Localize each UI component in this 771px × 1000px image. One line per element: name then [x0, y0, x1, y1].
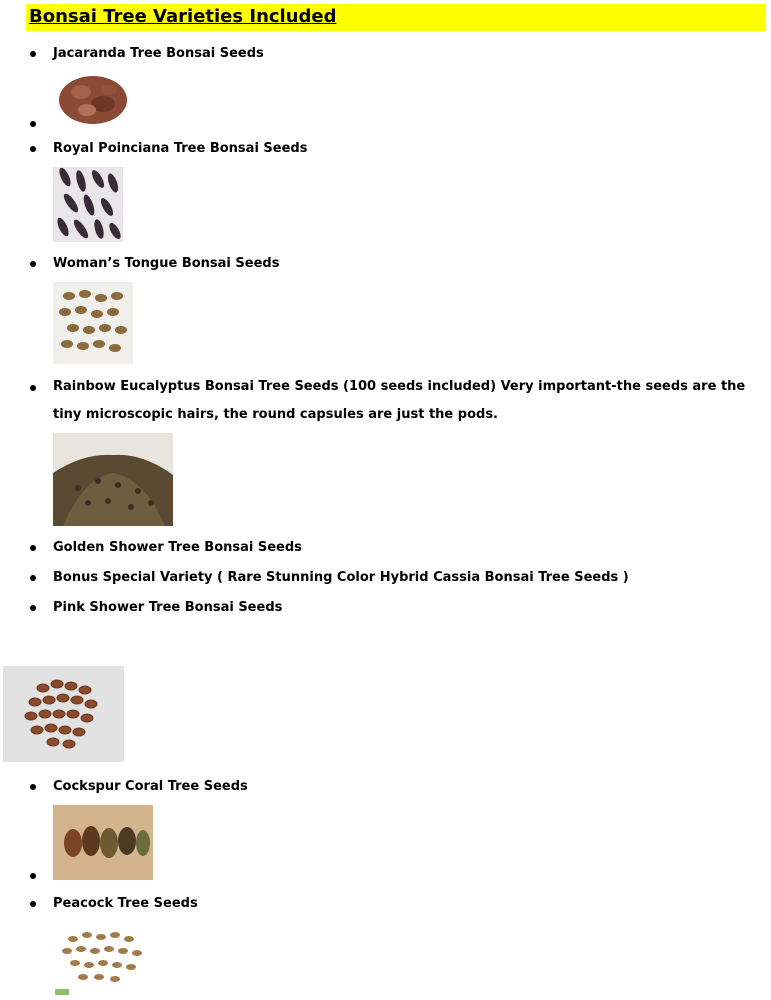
- bullet: [30, 261, 36, 267]
- cockspur-coral-seeds-image: [53, 805, 153, 880]
- royal-poinciana-seeds-image: [53, 167, 123, 242]
- bullet: [30, 51, 36, 57]
- list-item-label: Golden Shower Tree Bonsai Seeds: [53, 540, 302, 555]
- pink-shower-seeds-image: [3, 666, 124, 762]
- bullet: [30, 901, 36, 907]
- bullet: [30, 146, 36, 152]
- womans-tongue-seeds-image: [53, 282, 133, 364]
- list-item-label: Rainbow Eucalyptus Bonsai Tree Seeds (100 seeds included) Very important-the seeds are the tiny microscopic hairs, the round capsules are just the pods.: [53, 379, 746, 422]
- bullet: [30, 121, 36, 127]
- bullet: [30, 575, 36, 581]
- list-item-label: Royal Poinciana Tree Bonsai Seeds: [53, 141, 308, 156]
- jacaranda-seeds-image: [57, 72, 129, 128]
- list-item-label: Peacock Tree Seeds: [53, 896, 198, 911]
- rainbow-eucalyptus-seeds-image: [53, 433, 173, 526]
- page-title: Bonsai Tree Varieties Included: [29, 6, 337, 27]
- list-item-label: Woman’s Tongue Bonsai Seeds: [53, 256, 280, 271]
- bullet: [30, 545, 36, 551]
- list-item-label: Bonus Special Variety ( Rare Stunning Color Hybrid Cassia Bonsai Tree Seeds ): [53, 570, 629, 585]
- list-item-label: Pink Shower Tree Bonsai Seeds: [53, 600, 283, 615]
- bullet: [30, 784, 36, 790]
- title-highlight: [26, 4, 766, 31]
- bullet: [30, 385, 36, 391]
- bullet: [30, 873, 36, 879]
- list-item-label: Jacaranda Tree Bonsai Seeds: [53, 46, 264, 61]
- bullet: [30, 605, 36, 611]
- peacock-tree-seeds-image: [53, 921, 149, 997]
- list-item-label: Cockspur Coral Tree Seeds: [53, 779, 248, 794]
